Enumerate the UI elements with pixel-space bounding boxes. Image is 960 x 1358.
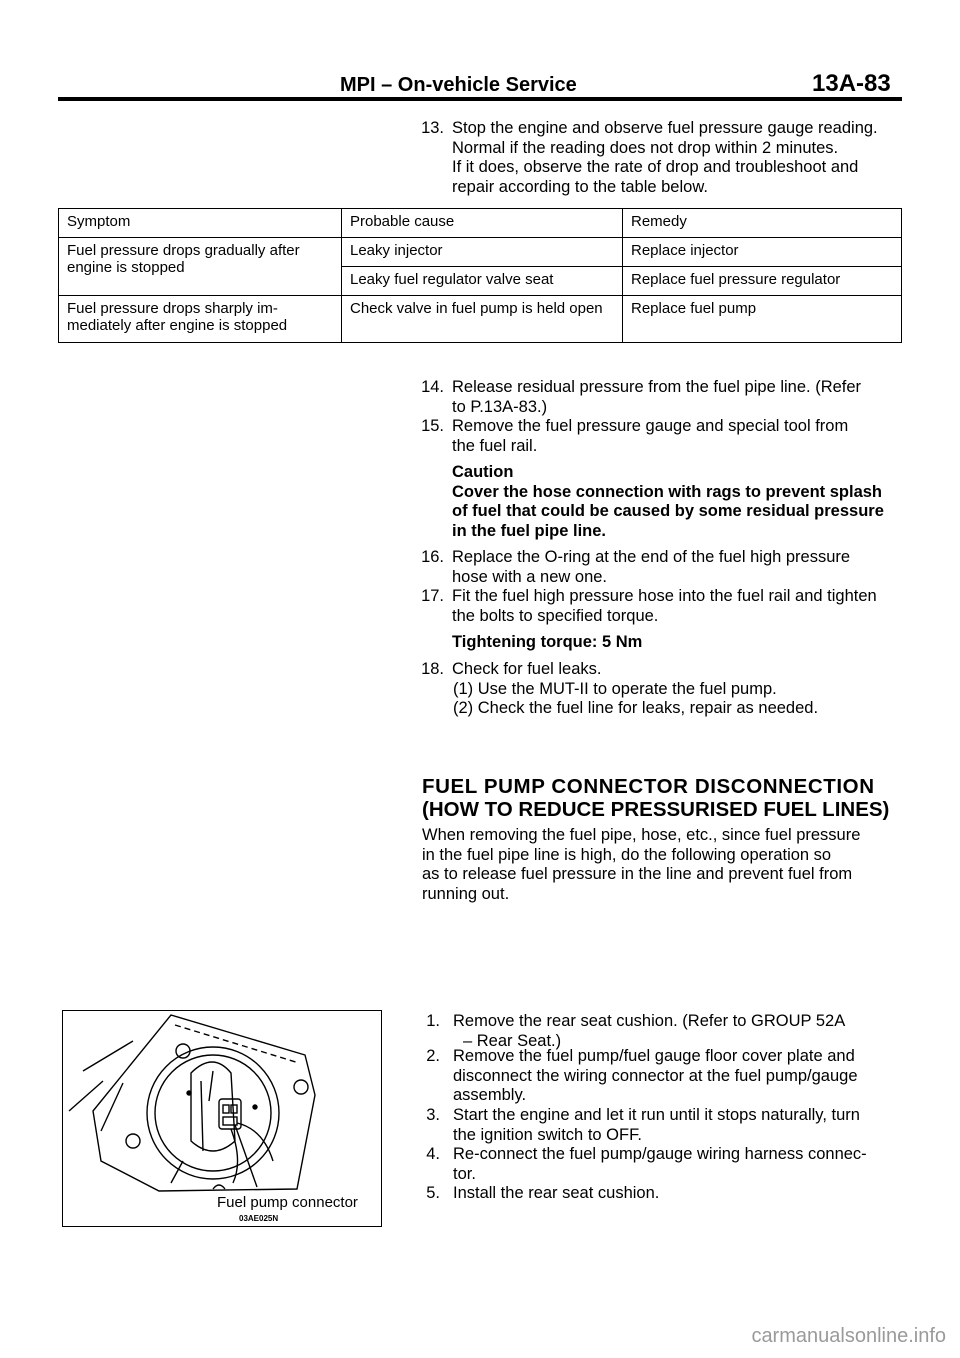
cause-cell: Leaky fuel regulator valve seat <box>342 267 623 296</box>
caution-block: Caution Cover the hose connection with rags to prevent splash of fuel that could be caused by some residual pressure in the fuel pipe line. <box>452 463 902 541</box>
step-15-text: Remove the fuel pressure gauge and special tool from the fuel rail. <box>452 417 849 455</box>
symptom-cell: Fuel pressure drops gradually after engine is stopped <box>59 238 342 296</box>
header-rule <box>58 97 902 101</box>
symptom-cell: Fuel pressure drops sharply im- mediately after engine is stopped <box>59 296 342 343</box>
header-symptom: Symptom <box>59 209 342 238</box>
step-13-text: Stop the engine and observe fuel pressure gauge reading. Normal if the reading does not drop within 2 minutes. If it does, observe the rate of drop and troubleshoot and repair according to the table below. <box>452 119 878 196</box>
section-intro: When removing the fuel pipe, hose, etc., since fuel pressure in the fuel pipe line is high, do the following operation so as to release fuel pressure in the line and prevent fuel from running out. <box>422 826 861 903</box>
header-remedy: Remedy <box>623 209 902 238</box>
cause-cell: Leaky injector <box>342 238 623 267</box>
fuel-pump-illustration <box>63 1011 381 1226</box>
table-row <box>59 238 902 267</box>
troubleshooting-table <box>58 208 902 343</box>
step-18-text: Check for fuel leaks. (1) Use the MUT-II to operate the fuel pump. (2) Check the fuel line for leaks, repair as needed. <box>452 660 819 717</box>
list-item: Re-connect the fuel pump/gauge wiring harness connec- tor. <box>453 1145 867 1183</box>
figure-code: 03AE025N <box>239 1214 279 1223</box>
step-14-text: Release residual pressure from the fuel pipe line. (Refer to P.13A-83.) <box>452 378 862 416</box>
header-cause: Probable cause <box>342 209 623 238</box>
step-17-text: Fit the fuel high pressure hose into the fuel rail and tighten the bolts to specified torque. <box>452 587 877 625</box>
figure-label: Fuel pump connector <box>217 1194 358 1211</box>
remedy-cell: Replace fuel pressure regulator <box>623 267 902 296</box>
table-header-row <box>59 209 902 238</box>
caution-title: Caution <box>452 463 514 481</box>
cause-cell: Check valve in fuel pump is held open <box>342 296 623 343</box>
section-heading: FUEL PUMP CONNECTOR DISCONNECTION (HOW TO REDUCE PRESSURISED FUEL LINES) <box>422 775 890 821</box>
list-item: Start the engine and let it run until it stops naturally, turn the ignition switch to OFF. <box>453 1106 860 1144</box>
procedure-list: 1. Remove the rear seat cushion. (Refer to GROUP 52A – Rear Seat.) 2. Remove the fuel pump/fuel gauge floor cover plate and disconnect the wiring connector at the fuel pump/gauge assembly. 3. Start the engine and let it run until it stops naturally, turn the ignition switch to OFF. 4. Re-connect the fuel pump/gauge wiring harness connec- tor. 5. Install the rear seat cushion. <box>0 1012 960 1212</box>
list-item: Remove the rear seat cushion. (Refer to GROUP 52A – Rear Seat.) <box>453 1012 846 1050</box>
list-item: Install the rear seat cushion. <box>453 1184 660 1202</box>
page-title: MPI – On-vehicle Service <box>340 74 577 96</box>
remedy-cell: Replace injector <box>623 238 902 267</box>
fuel-pump-figure <box>62 1010 382 1227</box>
tightening-torque: Tightening torque: 5 Nm <box>452 633 643 651</box>
page-number: 13A-83 <box>812 70 891 97</box>
list-item: Remove the fuel pump/fuel gauge floor cover plate and disconnect the wiring connector at the fuel pump/gauge assembly. <box>453 1047 858 1104</box>
step-16-text: Replace the O-ring at the end of the fuel high pressure hose with a new one. <box>452 548 851 586</box>
remedy-cell: Replace fuel pump <box>623 296 902 343</box>
table-row <box>59 296 902 343</box>
steps-block: 14. Release residual pressure from the fuel pipe line. (Refer to P.13A-83.) 15. Remove the fuel pressure gauge and special tool from the fuel rail. Caution Cover the hose connection with rags to prevent splash of fuel that could be caused by some residual pressure in the fuel pipe line. 16. Replace the O-ring at the end of the fuel high pressure hose with a new one. 17. Fit the fuel high pressure hose into the fuel rail and tighten the bolts to specified torque. Tightening torque: 5 Nm 18. Check for fuel leaks. (1) Use the MUT-II to operate the fuel pump. (2) Check the fuel line for leaks, repair as needed. <box>0 378 960 718</box>
watermark: carmanualsonline.info <box>751 1325 946 1347</box>
